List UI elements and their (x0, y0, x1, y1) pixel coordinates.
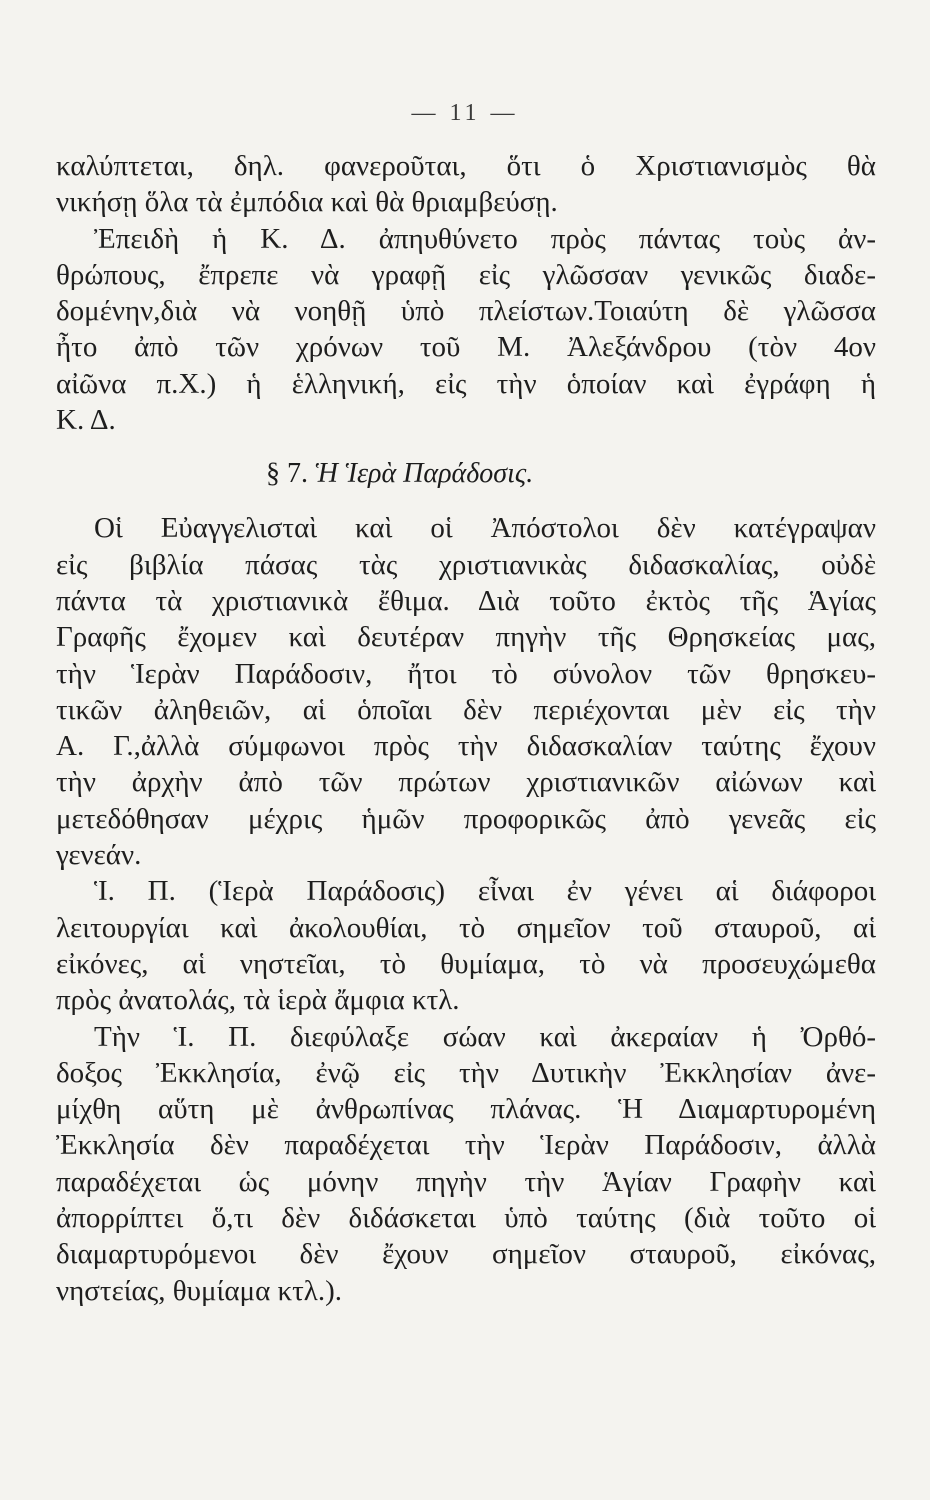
text-line: Γραφῆς ἔχομεν καὶ δευτέραν πηγὴν τῆς Θρησκείας μας, (56, 621, 876, 654)
text-line: τὴν Ἱερὰν Παράδοσιν, ἤτοι τὸ σύνολον τῶν θρησκευ- (56, 657, 876, 690)
text-line: δοξος Ἐκκλησία, ἐνῷ εἰς τὴν Δυτικὴν Ἐκκλησίαν ἀνε- (56, 1056, 876, 1089)
page-number: — 11 — (411, 100, 519, 126)
text-line: νηστείας, θυμίαμα κτλ.). (56, 1274, 342, 1307)
text-line: δομένην,διὰ νὰ νοηθῇ ὑπὸ πλείστων.Τοιαύτη δὲ γλῶσσα (56, 295, 876, 328)
text-line: νικήσῃ ὅλα τὰ ἐμπόδια καὶ θὰ θριαμβεύσῃ. (56, 186, 558, 219)
text-line: λειτουργίαι καὶ ἀκολουθίαι, τὸ σημεῖον τοῦ σταυροῦ, αἱ (56, 911, 876, 944)
text-line: διαμαρτυρόμενοι δὲν ἔχουν σημεῖον σταυροῦ, εἰκόνας, (56, 1238, 876, 1271)
text-line: τὴν ἀρχὴν ἀπὸ τῶν πρώτων χριστιανικῶν αἰώνων καὶ (56, 766, 876, 799)
text-line: Α. Γ.,ἀλλὰ σύμφωνοι πρὸς τὴν διδασκαλίαν ταύτης ἔχουν (56, 730, 876, 763)
text-line: γενεάν. (56, 839, 142, 872)
section-number: § 7. (266, 458, 308, 490)
text-line: ἀπορρίπτει ὅ,τι δὲν διδάσκεται ὑπὸ ταύτης (διὰ τοῦτο οἱ (56, 1202, 876, 1235)
section-heading (56, 438, 876, 510)
paragraph-4 (56, 873, 876, 1018)
text-line: Ἐκκλησία δὲν παραδέχεται τὴν Ἱερὰν Παράδοσιν, ἀλλὰ (56, 1129, 876, 1162)
paragraph-5 (56, 1019, 876, 1309)
text-line: αἰῶνα π.Χ.) ἡ ἑλληνική, εἰς τὴν ὁποίαν καὶ ἐγράφη ἡ (56, 367, 876, 400)
text-line: πρὸς ἀνατολάς, τὰ ἱερὰ ἄμφια κτλ. (56, 984, 460, 1017)
text-line: καλύπτεται, δηλ. φανεροῦται, ὅτι ὁ Χριστιανισμὸς θὰ (56, 150, 876, 182)
text-line: Τὴν Ἱ. Π. διεφύλαξε σώαν καὶ ἀκεραίαν ἡ Ὀρθό- (94, 1020, 876, 1053)
text-line: εἰκόνες, αἱ νηστεῖαι, τὸ θυμίαμα, τὸ νὰ προσευχώμεθα (56, 947, 876, 980)
page-body (56, 148, 876, 1309)
text-line: εἰς βιβλία πάσας τὰς χριστιανικὰς διδασκαλίας, οὐδὲ (56, 548, 876, 581)
paragraph-2 (56, 221, 876, 439)
section-title: Ἡ Ἱερὰ Παράδοσις. (315, 458, 534, 490)
paragraph-3 (56, 510, 876, 873)
text-line: Κ. Δ. (56, 404, 116, 437)
text-line: παραδέχεται ὡς μόνην πηγὴν τὴν Ἁγίαν Γραφὴν καὶ (56, 1165, 876, 1198)
text-line: μετεδόθησαν μέχρις ἡμῶν προφορικῶς ἀπὸ γενεᾶς εἰς (56, 802, 876, 835)
text-line: Οἱ Εὐαγγελισταὶ καὶ οἱ Ἀπόστολοι δὲν κατέγραψαν (94, 512, 876, 545)
text-line: Ἐπειδὴ ἡ Κ. Δ. ἀπηυθύνετο πρὸς πάντας τοὺς ἀν- (94, 222, 876, 255)
text-line: θρώπους, ἔπρεπε νὰ γραφῇ εἰς γλῶσσαν γενικῶς διαδε- (56, 258, 876, 291)
text-line: μίχθη αὕτη μὲ ἀνθρωπίνας πλάνας. Ἡ Διαμαρτυρομένη (56, 1093, 876, 1126)
text-line: Ἱ. Π. (Ἱερὰ Παράδοσις) εἶναι ἐν γένει αἱ διάφοροι (94, 875, 876, 908)
text-line: ἦτο ἀπὸ τῶν χρόνων τοῦ Μ. Ἀλεξάνδρου (τὸν 4ον (56, 331, 876, 364)
paragraph-1 (56, 148, 876, 221)
text-line: τικῶν ἀληθειῶν, αἱ ὁποῖαι δὲν περιέχονται μὲν εἰς τὴν (56, 693, 876, 726)
text-line: πάντα τὰ χριστιανικὰ ἔθιμα. Διὰ τοῦτο ἐκτὸς τῆς Ἁγίας (56, 584, 876, 617)
